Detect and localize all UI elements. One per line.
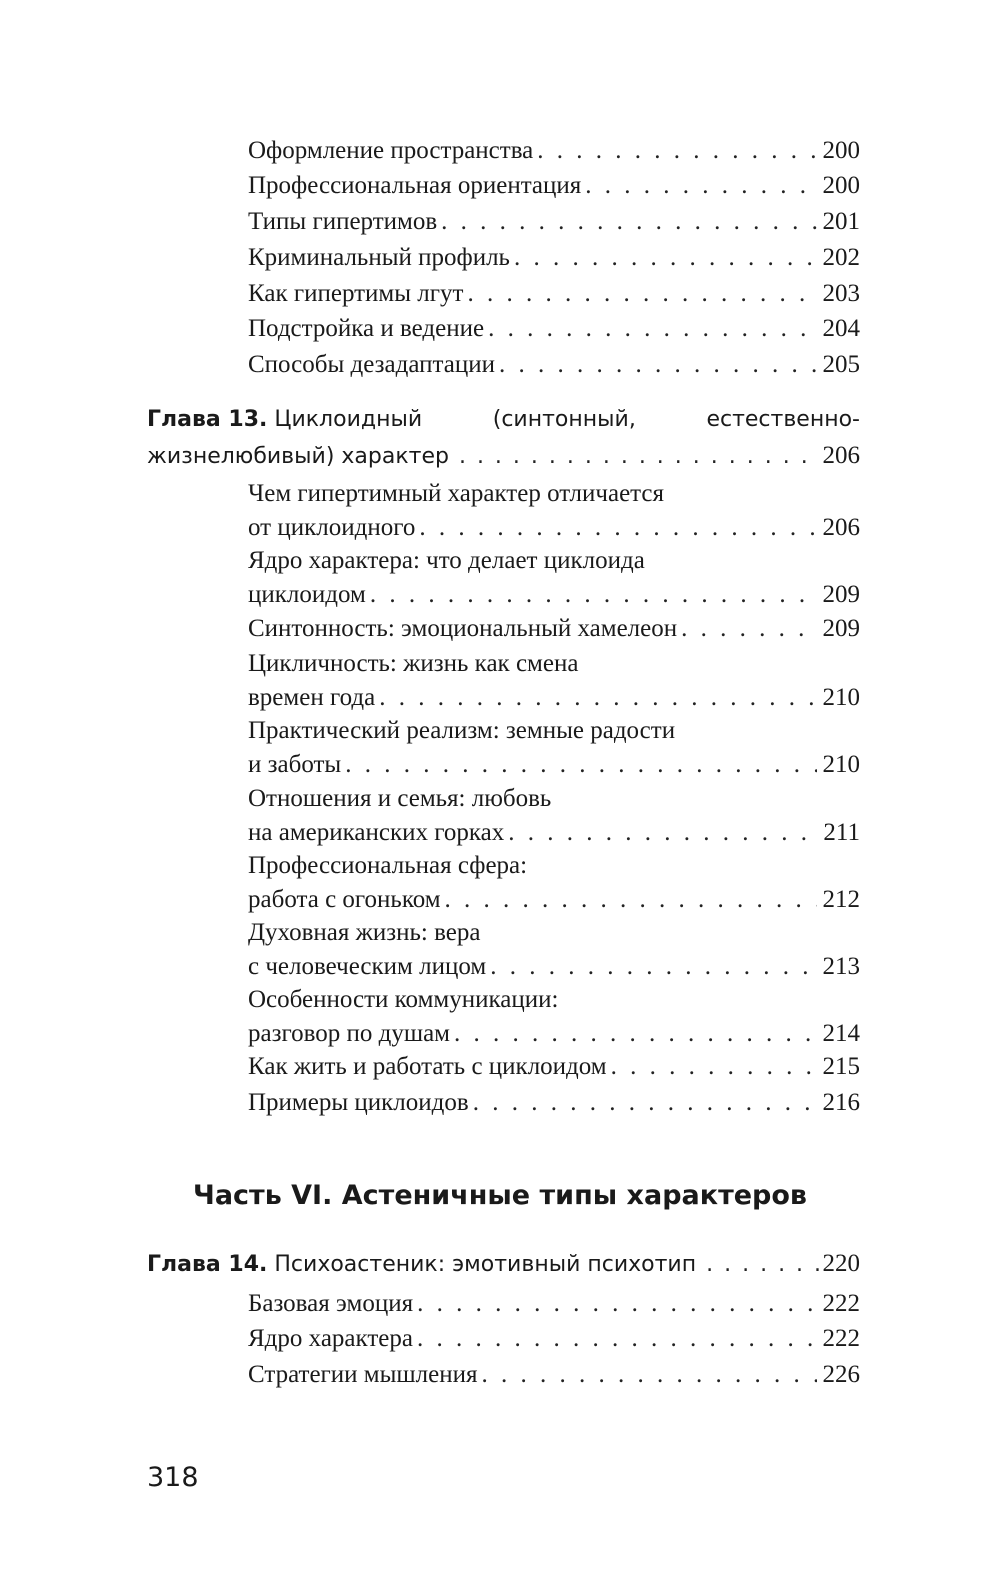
dot-leader: [417, 1287, 816, 1321]
toc-entry-title-line: Особенности коммуникации:: [248, 986, 559, 1013]
toc-entry[interactable]: [248, 241, 860, 275]
toc-entry[interactable]: [248, 312, 860, 346]
chapter-14-heading[interactable]: [147, 1246, 860, 1283]
toc-entry-title: Синтонность: эмоциональный хамелеон: [248, 615, 678, 642]
toc-entry-page: 205: [822, 351, 860, 378]
toc-entry-page: 210: [822, 684, 860, 711]
dot-leader: [514, 241, 817, 275]
toc-entry-title: работа с огоньком: [248, 886, 441, 913]
toc-entry-page: 215: [822, 1053, 860, 1080]
toc-entry[interactable]: [248, 1050, 860, 1084]
dot-leader: [508, 816, 817, 850]
toc-entry-title: Оформление пространства: [248, 137, 534, 164]
toc-entry-title: Ядро характера: [248, 1325, 413, 1352]
dot-leader: [681, 612, 816, 646]
dot-leader: [706, 1247, 818, 1283]
chapter-page: 206: [822, 442, 860, 469]
chapter-title-line: жизнелюбивый) характер: [147, 444, 449, 469]
toc-entry[interactable]: [248, 134, 860, 168]
dot-leader: [454, 1017, 816, 1051]
toc-entry-title: Подстройка и ведение: [248, 315, 485, 342]
toc-entry-page: 200: [822, 172, 860, 199]
toc-entry-title: времен года: [248, 684, 376, 711]
toc-entry-page: 214: [822, 1020, 860, 1047]
toc-entry-page: 212: [822, 886, 860, 913]
chapter-title-word: (синтонный,: [492, 407, 636, 432]
page-number: 318: [147, 1462, 199, 1493]
toc-entry-page: 216: [822, 1089, 860, 1116]
toc-entry-page: 210: [822, 751, 860, 778]
chapter-label: Глава 14.: [147, 1252, 268, 1277]
toc-entry[interactable]: [248, 1287, 860, 1321]
toc-entry[interactable]: [248, 277, 860, 311]
toc-entry-title: Профессиональная ориентация: [248, 172, 582, 199]
toc-entry-title-line: Цикличность: жизнь как смена: [248, 650, 579, 677]
part-title: Часть VI. Астеничные типы характеров: [193, 1180, 807, 1211]
dot-leader: [419, 511, 816, 545]
chapter-13-heading[interactable]: [147, 402, 860, 475]
chapter-title-word: Циклоидный: [274, 407, 423, 432]
chapter-title: Психоастеник: эмотивный психотип: [274, 1252, 697, 1277]
toc-entry-page: 209: [822, 581, 860, 608]
dot-leader: [490, 950, 816, 984]
toc-entry-title: циклоидом: [248, 581, 366, 608]
toc-entry-title-line: Чем гипертимный характер отличается: [248, 480, 664, 507]
toc-entry[interactable]: [248, 169, 860, 203]
toc-entry[interactable]: [248, 544, 860, 612]
dot-leader: [459, 439, 819, 475]
dot-leader: [345, 748, 816, 782]
chapter-title-word: естественно-: [706, 407, 860, 432]
toc-entry-page: 201: [822, 208, 860, 235]
toc-entry-page: 222: [822, 1290, 860, 1317]
toc-entry[interactable]: [248, 205, 860, 239]
toc-entry[interactable]: [248, 916, 860, 984]
dot-leader: [467, 277, 816, 311]
toc-entry-title: Как гипертимы лгут: [248, 280, 464, 307]
dot-leader: [441, 205, 816, 239]
chapter-page: 220: [822, 1250, 860, 1277]
toc-entry-page: 200: [822, 137, 860, 164]
dot-leader: [445, 883, 817, 917]
toc-entry[interactable]: [248, 782, 860, 850]
toc-entry[interactable]: [248, 983, 860, 1051]
dot-leader: [482, 1358, 817, 1392]
toc-entry-title-line: Профессиональная сфера:: [248, 852, 528, 879]
toc-entry-title-line: Ядро характера: что делает циклоида: [248, 547, 645, 574]
dot-leader: [585, 169, 816, 203]
toc-entry-title: на американских горках: [248, 819, 505, 846]
dot-leader: [370, 578, 817, 612]
toc-entry-title: Примеры циклоидов: [248, 1089, 469, 1116]
dot-leader: [499, 348, 817, 382]
toc-entry-page: 204: [822, 315, 860, 342]
chapter-label: Глава 13.: [147, 407, 268, 432]
toc-entry[interactable]: [248, 612, 860, 646]
dot-leader: [537, 134, 816, 168]
toc-entry-title: от циклоидного: [248, 514, 416, 541]
dot-leader: [379, 681, 816, 715]
toc-entry-page: 202: [822, 244, 860, 271]
dot-leader: [488, 312, 816, 346]
toc-entry-page: 209: [822, 615, 860, 642]
dot-leader: [611, 1050, 817, 1084]
toc-entry-title: разговор по душам: [248, 1020, 451, 1047]
toc-entry-title: Типы гипертимов: [248, 208, 438, 235]
toc-entry-title: Как жить и работать с циклоидом: [248, 1053, 607, 1080]
toc-entry[interactable]: [248, 1358, 860, 1392]
toc-entry-title: с человеческим лицом: [248, 953, 487, 980]
toc-entry[interactable]: [248, 647, 860, 715]
dot-leader: [417, 1322, 817, 1356]
toc-entry-title: и заботы: [248, 751, 342, 778]
toc-entry-title: Криминальный профиль: [248, 244, 510, 271]
toc-entry-page: 206: [822, 514, 860, 541]
toc-entry-title-line: Отношения и семья: любовь: [248, 785, 552, 812]
toc-entry[interactable]: [248, 348, 860, 382]
toc-entry-title: Стратегии мышления: [248, 1361, 478, 1388]
toc-entry[interactable]: [248, 1322, 860, 1356]
toc-entry-title-line: Духовная жизнь: вера: [248, 919, 481, 946]
toc-entry-page: 226: [822, 1361, 860, 1388]
toc-entry-title-line: Практический реализм: земные радости: [248, 717, 676, 744]
toc-entry-title: Способы дезадаптации: [248, 351, 495, 378]
toc-entry-page: 203: [822, 280, 860, 307]
toc-entry[interactable]: [248, 714, 860, 782]
dot-leader: [473, 1086, 817, 1120]
toc-entry-title: Базовая эмоция: [248, 1290, 414, 1317]
toc-entry-page: 211: [823, 819, 860, 846]
toc-entry-page: 222: [822, 1325, 860, 1352]
toc-entry[interactable]: [248, 477, 860, 545]
toc-entry[interactable]: [248, 849, 860, 917]
toc-entry-page: 213: [822, 953, 860, 980]
toc-entry[interactable]: [248, 1086, 860, 1120]
